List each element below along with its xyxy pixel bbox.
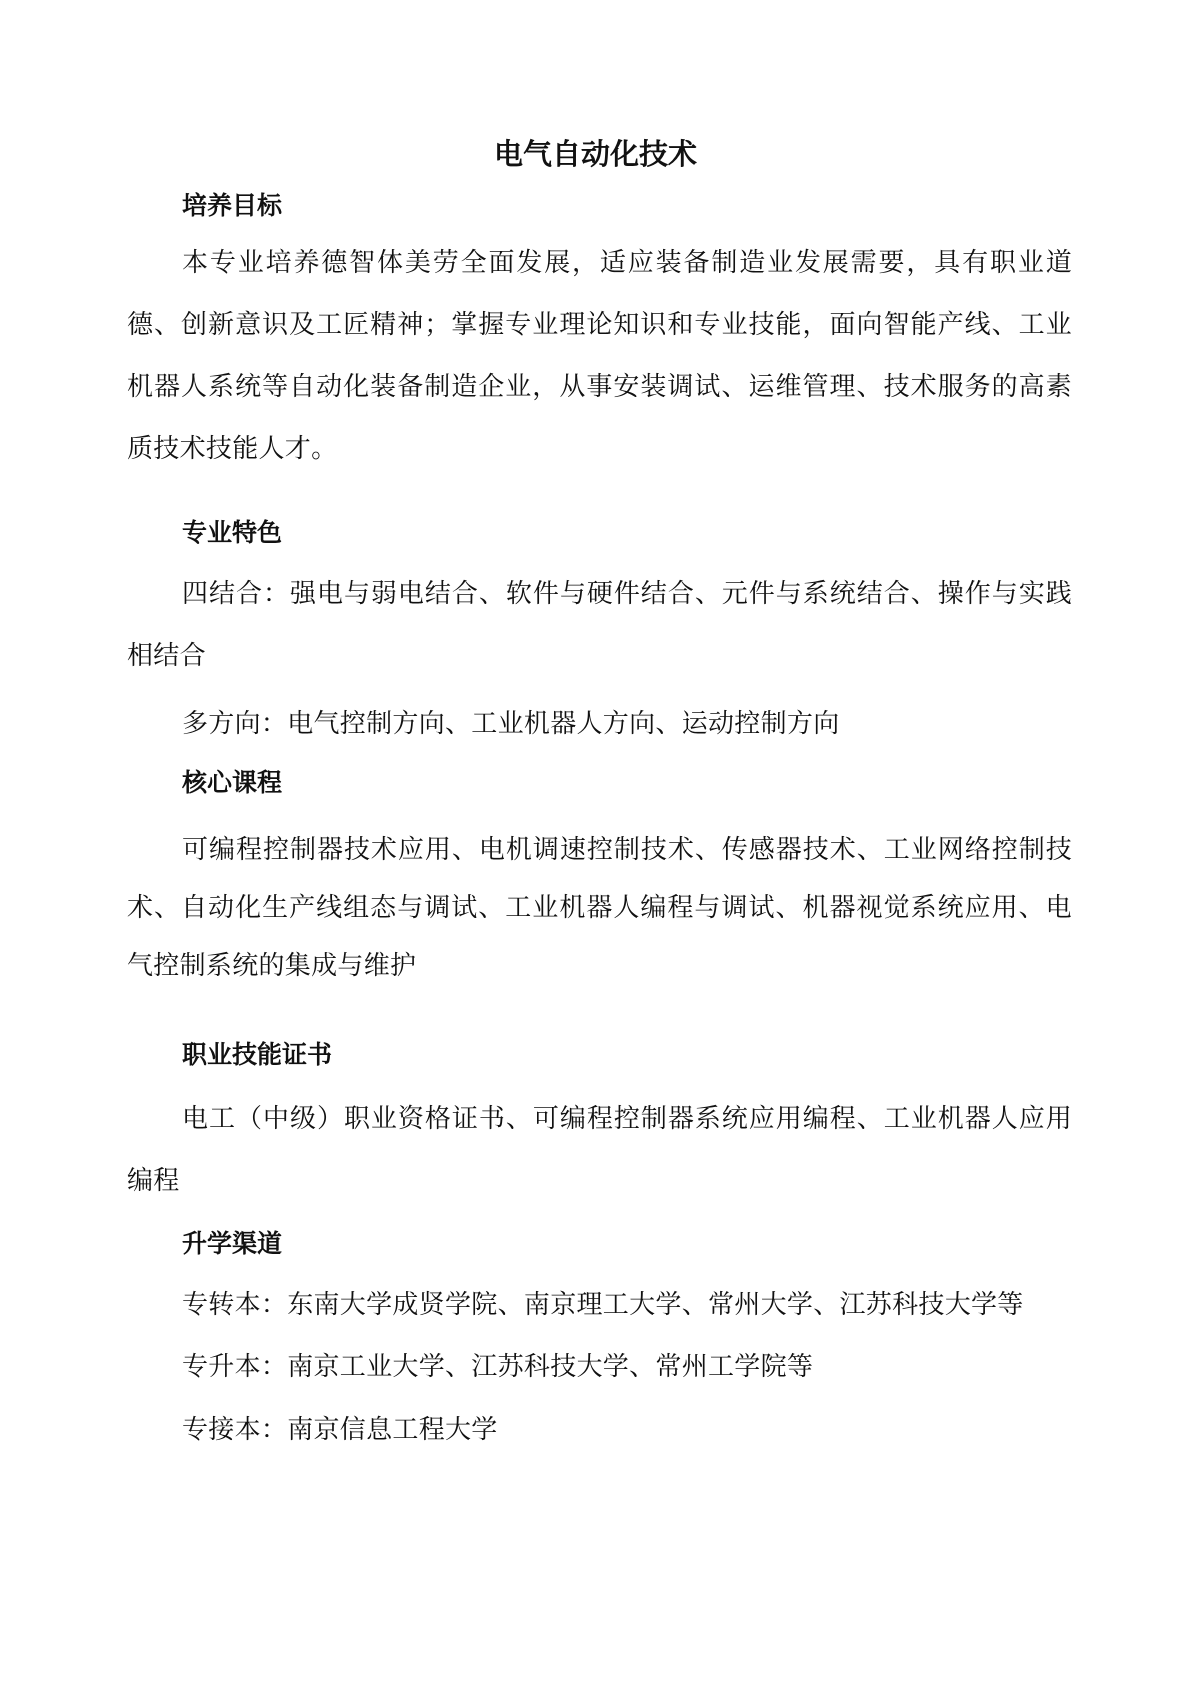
section-heading-certificates: 职业技能证书	[182, 1040, 333, 1069]
features-item-1: 四结合：强电与弱电结合、软件与硬件结合、元件与系统结合、操作与实践相结合	[127, 579, 1072, 671]
document-title: 电气自动化技术	[493, 137, 697, 171]
advancement-item-1: 专转本：东南大学成贤学院、南京理工大学、常州大学、江苏科技大学等	[182, 1290, 1024, 1320]
section-heading-advancement: 升学渠道	[182, 1229, 283, 1258]
advancement-item-2: 专升本：南京工业大学、江苏科技大学、常州工学院等	[182, 1352, 814, 1382]
section-heading-goal: 培养目标	[182, 191, 283, 220]
section-heading-features: 专业特色	[182, 518, 283, 547]
section-heading-courses: 核心课程	[182, 768, 283, 797]
courses-paragraph: 可编程控制器技术应用、电机调速控制技术、传感器技术、工业网络控制技术、自动化生产线组态与调试、工业机器人编程与调试、机器视觉系统应用、电气控制系统的集成与维护	[127, 835, 1072, 981]
advancement-item-3: 专接本：南京信息工程大学	[182, 1415, 498, 1445]
features-item-2: 多方向：电气控制方向、工业机器人方向、运动控制方向	[182, 709, 840, 739]
certificates-paragraph: 电工（中级）职业资格证书、可编程控制器系统应用编程、工业机器人应用编程	[127, 1104, 1072, 1196]
goal-paragraph: 本专业培养德智体美劳全面发展，适应装备制造业发展需要，具有职业道德、创新意识及工匠精神；掌握专业理论知识和专业技能，面向智能产线、工业机器人系统等自动化装备制造企业，从事安装调试、运维管理、技术服务的高素质技术技能人才。	[127, 248, 1072, 464]
